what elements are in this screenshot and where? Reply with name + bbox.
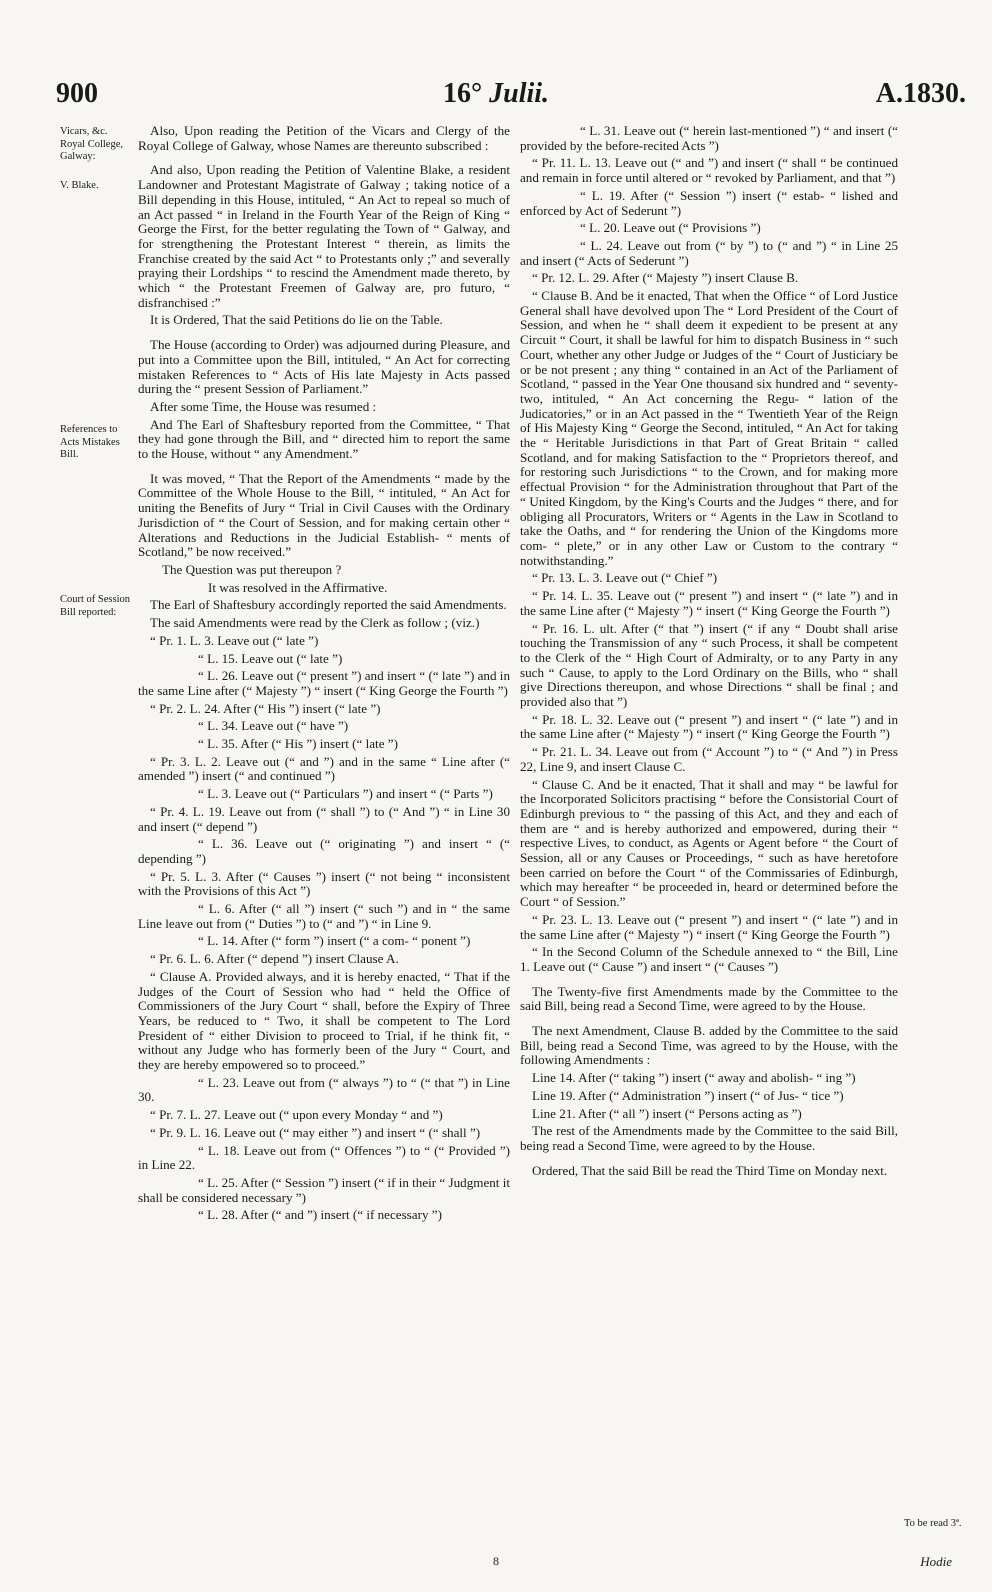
paragraph: Also, Upon reading the Petition of the Vicars and Clergy of the Royal College of Galway, whose Names are thereunto subscribed :	[138, 123, 510, 153]
paragraph: After some Time, the House was resumed :	[150, 398, 377, 414]
amendment: “ L. 28. After (“ and ”) insert (“ if necessary ”)	[198, 1207, 442, 1223]
page-year: A.1830.	[875, 78, 966, 109]
amendment: “ Pr. 13. L. 3. Leave out (“ Chief ”)	[532, 570, 718, 586]
amendment: “ Pr. 6. L. 6. After (“ depend ”) insert Clause A.	[150, 951, 399, 967]
paragraph: The Question was put thereupon ?	[162, 561, 342, 577]
margin-note-court-session: Court of Session Bill reported:	[60, 594, 131, 618]
amendment: “ L. 31. Leave out (“ herein last-mentioned ”) “ and insert (“ provided by the before-recited Acts ”)	[520, 123, 898, 153]
paragraph: Ordered, That the said Bill be read the Third Time on Monday next.	[532, 1162, 888, 1178]
signature-mark: 8	[493, 1554, 499, 1568]
catchword: Hodie	[920, 1554, 952, 1569]
amendment: “ Pr. 2. L. 24. After (“ His ”) insert (“ late ”)	[150, 700, 381, 716]
date-number: 16°	[442, 78, 483, 109]
margin-note-vicars: Vicars, &c. Royal College, Galway:	[60, 126, 123, 162]
paragraph: It is Ordered, That the said Petitions do lie on the Table.	[150, 312, 443, 328]
clause: “ Clause B. And be it enacted, That when the Office “ of Lord Justice General shall have devolved upon The “ Lord President of the Court of Session, and when he “ shall deem it expedient to be present at any Circuit “ Court, it shall be lawful for him to dispatch Business in “ such Court, whether any other Judge or Judges of the “ Court of Justiciary be or be not present ; any thing “ contained in an Act of the Parliament of Scotland, “ passed in the Year One thousand six hundred and “ seventy-two, intituled, “ An Act concerning the Regu- “ lation of the Judicatories,” or in an Act passed in the “ Twentieth Year of the Reign of His Majesty King “ George the Second, intituled, “ An Act for taking the “ Heritable Jurisdictions in that Part of Great Britain “ called Scotland, and for making Satisfaction to the “ Proprietors thereof, and for restoring such Jurisdictions “ to the Crown, and for making more effectual Provision “ for the Administration throughout that Part of the “ United Kingdom, by the King's Courts and the Judges “ there, and for obliging all Procurators, Writers or “ Agents in the Law in Scotland to take the Oaths, and “ for rendering the Union of the Kingdoms more com- “ plete,” or in any other Law or Custom to the contrary “ notwithstanding.”	[520, 288, 898, 568]
paragraph: It was moved, “ That the Report of the Amendments “ made by the Committee of the Whole House to the Bill, “ intituled, “ An Act for uniting the Benefits of Jury “ Trial in Civil Causes with the Ordinary Jurisdiction of “ the Court of Session, and for making certain other “ Alterations and Reductions in the Judicial Establish- “ ments of Scotland,” be now received.”	[138, 470, 510, 560]
amendment: “ Pr. 23. L. 13. Leave out (“ present ”) and insert “ (“ late ”) and in the same Line after (“ Majesty ”) “ insert (“ King George the Fourth ”)	[520, 911, 898, 942]
right-column	[520, 124, 898, 1181]
date-word: Julii.	[489, 78, 550, 109]
amendment: “ L. 34. Leave out (“ have ”)	[198, 718, 349, 734]
left-column	[138, 124, 510, 1226]
amendment: “ L. 15. Leave out (“ late ”)	[198, 650, 343, 666]
amendment: “ Pr. 12. L. 29. After (“ Majesty ”) insert Clause B.	[532, 270, 799, 286]
amendment: “ L. 36. Leave out (“ originating ”) and insert “ (“ depending ”)	[138, 836, 510, 866]
paragraph: Line 19. After (“ Administration ”) insert (“ of Jus- “ tice ”)	[532, 1087, 844, 1103]
paragraph: It was resolved in the Affirmative.	[208, 579, 388, 595]
amendment: “ Pr. 3. L. 2. Leave out (“ and ”) and in the same “ Line after (“ amended ”) insert (“ and continued ”)	[138, 753, 510, 784]
amendment: “ L. 14. After (“ form ”) insert (“ a com- “ ponent ”)	[198, 933, 471, 949]
amendment: “ Pr. 11. L. 13. Leave out (“ and ”) and insert (“ shall “ be continued and remain in force until altered or “ revoked by Parliament, and that ”)	[520, 155, 898, 186]
amendment: “ L. 20. Leave out (“ Provisions ”)	[580, 220, 761, 236]
paragraph: Line 14. After (“ taking ”) insert (“ away and abolish- “ ing ”)	[532, 1070, 856, 1086]
page-footer	[0, 1554, 992, 1574]
clause: “ Clause A. Provided always, and it is hereby enacted, “ That if the Judges of the Court of Session who had “ held the Office of Commissioners of the Jury Court “ shall, before the Expiry of Three Years, be reduced to “ Two, it shall be competent to The Lord President of “ either Division to proceed to Trial, if he think fit, “ without any Judge who has formerly been of the Jury “ Court, and they are hereby empowered so to proceed.”	[138, 968, 510, 1073]
amendment: “ L. 6. After (“ all ”) insert (“ such ”) and in “ the same Line leave out from (“ Duties ”) to (“ and ”) “ in Line 9.	[138, 901, 510, 931]
margin-note-references: References to Acts Mistakes Bill.	[60, 424, 120, 460]
paragraph: And also, Upon reading the Petition of Valentine Blake, a resident Landowner and Protestant Magistrate of Galway ; taking notice of a Bill depending in this House, intituled, “ An Act to repeal so much of an Act passed “ in Ireland in the Fourth Year of the Reign of King “ George the First, for the better regulating the Town of “ Galway, and for strengthening the Protestant Interest “ therein, as limits the Franchise created by the said Act “ to Protestants only ;” and severally praying their Lordships “ to rescind the Amendment made thereto, by which “ the Protestant Freemen of Galway are, pro futuro, “ disfranchised :”	[138, 162, 510, 310]
amendment: “ L. 23. Leave out from (“ always ”) to “ (“ that ”) in Line 30.	[138, 1074, 510, 1105]
margin-note-third-reading: To be read 3ª.	[904, 1518, 962, 1529]
amendment: “ Pr. 7. L. 27. Leave out (“ upon every Monday “ and ”)	[150, 1107, 443, 1123]
amendment: “ L. 35. After (“ His ”) insert (“ late ”)	[198, 736, 398, 752]
paragraph: The Twenty-five first Amendments made by the Committee to the said Bill, being read a Second Time, were agreed to by the House.	[520, 983, 898, 1014]
paragraph: The said Amendments were read by the Clerk as follow ; (viz.)	[150, 615, 480, 631]
margin-note-blake: V. Blake.	[60, 180, 99, 191]
paragraph: The next Amendment, Clause B. added by the Committee to the said Bill, being read a Second Time, was agreed to by the House, with the following Amendments :	[520, 1023, 898, 1068]
amendment: “ L. 26. Leave out (“ present ”) and insert “ (“ late ”) and in the same Line after (“ Majesty ”) “ insert (“ King George the Fourth ”)	[138, 668, 510, 698]
paragraph: The Earl of Shaftesbury accordingly reported the said Amendments.	[150, 597, 507, 613]
amendment: “ Pr. 5. L. 3. After (“ Causes ”) insert (“ not being “ inconsistent with the Provisions of this Act ”)	[138, 868, 510, 899]
paragraph: Line 21. After (“ all ”) insert (“ Persons acting as ”)	[532, 1105, 802, 1121]
amendment: “ Pr. 14. L. 35. Leave out (“ present ”) and insert “ (“ late ”) and in the same Line after (“ Majesty ”) “ insert (“ King George the Fourth ”)	[520, 588, 898, 618]
amendment: “ Pr. 1. L. 3. Leave out (“ late ”)	[150, 632, 319, 648]
amendment: “ L. 25. After (“ Session ”) insert (“ if in their “ Judgment it shall be considered necessary ”)	[138, 1175, 510, 1205]
paragraph: The House (according to Order) was adjourned during Pleasure, and put into a Committee upon the Bill, intituled, “ An Act for correcting mistaken References to “ Acts of His late Majesty in Acts passed during the “ present Session of Parliament.”	[138, 337, 510, 397]
page-number: 900	[56, 78, 98, 109]
page-header	[0, 78, 992, 118]
paragraph: The rest of the Amendments made by the Committee to the said Bill, being read a Second Time, were agreed to by the House.	[520, 1123, 898, 1153]
amendment: “ L. 19. After (“ Session ”) insert (“ estab- “ lished and enforced by Act of Sederunt ”)	[520, 187, 898, 218]
amendment: “ L. 18. Leave out from (“ Offences ”) to “ (“ Provided ”) in Line 22.	[138, 1142, 510, 1173]
clause: “ Clause C. And be it enacted, That it shall and may “ be lawful for the Incorporated Solicitors practising “ before the Consistorial Court of Edinburgh previous to “ the passing of this Act, and they and each of them are “ and is hereby authorized and empowered, during their “ respective Lives, to conduct, as Agents or Agent before “ the Court of Session, all or any Causes or Proceedings, “ such as have heretofore been carried on before the Court “ of the Commissaries of Edinburgh, which may hereafter “ be proceeded in, heard or determined before the Court “ of Session.”	[520, 776, 898, 910]
amendment: “ Pr. 21. L. 34. Leave out from (“ Account ”) to “ (“ And ”) in Press 22, Line 9, and insert Clause C.	[520, 744, 898, 774]
page-date	[0, 78, 992, 110]
amendment: “ Pr. 16. L. ult. After (“ that ”) insert (“ if any “ Doubt shall arise touching the Transmission of any “ such Process, it shall be competent to the Clerk of the “ High Court of Admiralty, or to any Party in any such “ Cause, to apply to the Lord Ordinary on the Bills, who “ shall give Directions thereupon, and whose Directions “ shall be final ; and provided also that ”)	[520, 620, 898, 710]
amendment: “ L. 24. Leave out from (“ by ”) to (“ and ”) “ in Line 25 and insert (“ Acts of Sederunt ”)	[520, 237, 898, 268]
amendment: “ In the Second Column of the Schedule annexed to “ the Bill, Line 1. Leave out (“ Cause ”) and insert “ (“ Causes ”)	[520, 944, 898, 974]
amendment: “ Pr. 9. L. 16. Leave out (“ may either ”) and insert “ (“ shall ”)	[150, 1124, 481, 1140]
amendment: “ L. 3. Leave out (“ Particulars ”) and insert “ (“ Parts ”)	[198, 786, 493, 802]
paragraph: And The Earl of Shaftesbury reported from the Committee, “ That they had gone through the Bill, and “ directed him to report the same to the House, without “ any Amendment.”	[138, 416, 510, 462]
amendment: “ Pr. 18. L. 32. Leave out (“ present ”) and insert “ (“ late ”) and in the same Line after (“ Majesty ”) “ insert (“ King George the Fourth ”)	[520, 711, 898, 742]
amendment: “ Pr. 4. L. 19. Leave out from (“ shall ”) to (“ And ”) “ in Line 30 and insert (“ depend ”)	[138, 803, 510, 834]
